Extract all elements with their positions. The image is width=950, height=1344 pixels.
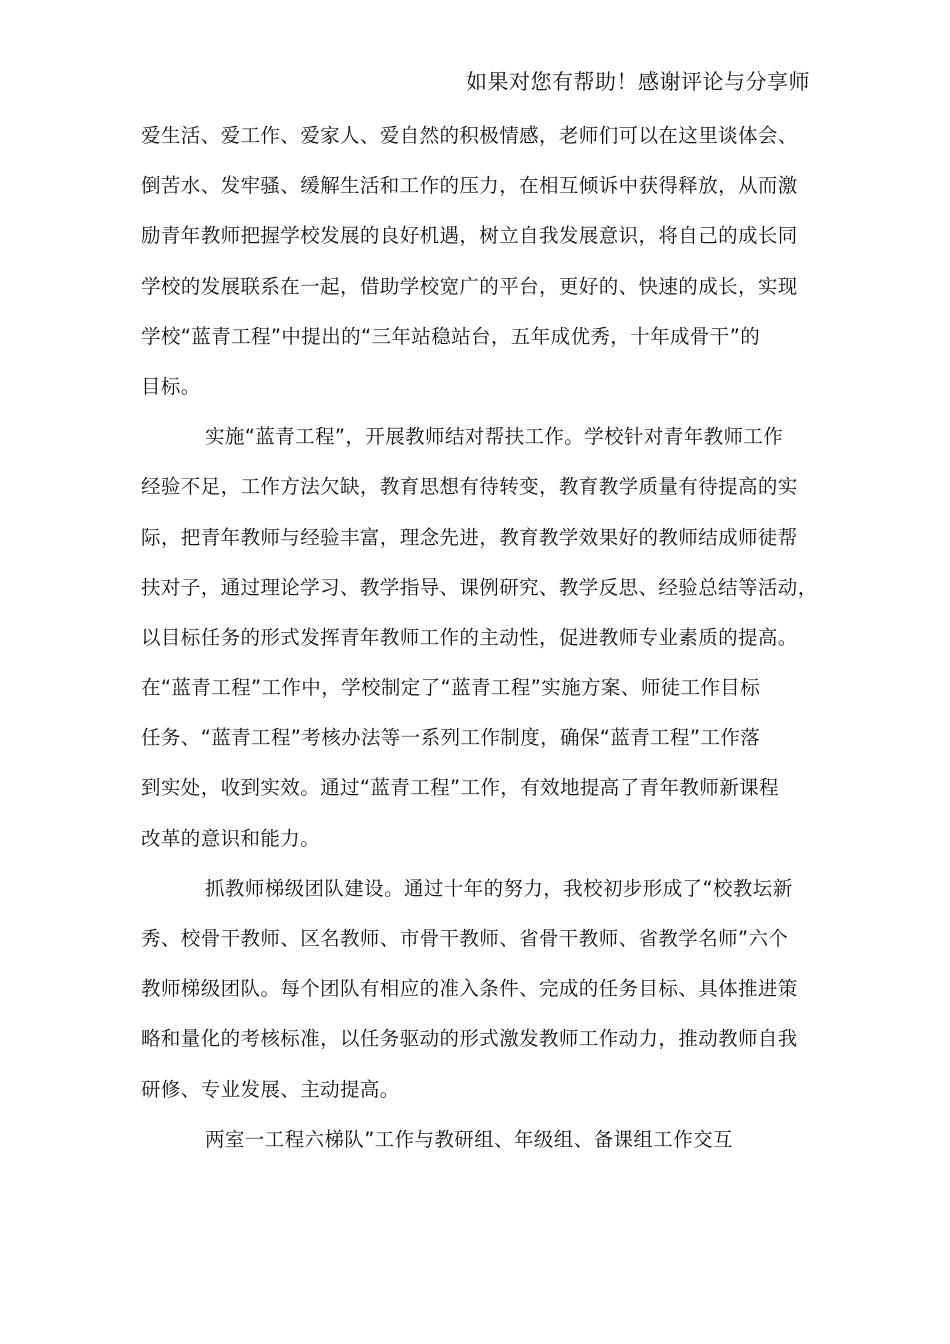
text-line: 两室一工程六梯队”工作与教研组、年级组、备课组工作交互 (205, 1127, 733, 1151)
page-header: 如果对您有帮助！感谢评论与分享师 (466, 70, 810, 94)
text-line: 改革的意识和能力。 (141, 826, 321, 850)
text-line: 研修、专业发展、主动提高。 (141, 1077, 400, 1101)
paragraph-4 (141, 1124, 821, 1174)
text-line: 抓教师梯级团队建设。通过十年的努力，我校初步形成了“校教坛新 (205, 876, 793, 900)
text-line: 到实处，收到实效。通过“蓝青工程”工作，有效地提高了青年教师新课程 (141, 776, 779, 800)
text-line: 学校“蓝青工程”中提出的“三年站稳站台，五年成优秀，十年成骨干”的 (141, 324, 761, 348)
paragraph-3 (141, 873, 821, 1124)
text-line: 学校的发展联系在一起，借助学校宽广的平台，更好的、快速的成长，实现 (141, 274, 798, 298)
text-line: 扶对子，通过理论学习、教学指导、课例研究、教学反思、经验总结等活动， (141, 575, 818, 599)
text-line: 经验不足，工作方法欠缺，教育思想有待转变，教育教学质量有待提高的实 (141, 475, 798, 499)
body-text (141, 120, 821, 1174)
text-line: 略和量化的考核标准，以任务驱动的形式激发教师工作动力，推动教师自我 (141, 1027, 798, 1051)
text-line: 际，把青年教师与经验丰富，理念先进，教育教学效果好的教师结成师徒帮 (141, 525, 798, 549)
text-line: 秀、校骨干教师、区名教师、市骨干教师、省骨干教师、省教学名师”六个 (141, 927, 789, 950)
text-line: 在“蓝青工程”工作中，学校制定了“蓝青工程”实施方案、师徒工作目标 (141, 676, 761, 700)
text-line: 目标。 (141, 374, 201, 398)
paragraph-1 (141, 120, 821, 421)
text-line: 励青年教师把握学校发展的良好机遇，树立自我发展意识，将自己的成长同 (141, 224, 798, 248)
text-line: 倒苦水、发牢骚、缓解生活和工作的压力，在相互倾诉中获得释放，从而激 (141, 174, 798, 198)
text-line: 教师梯级团队。每个团队有相应的准入条件、完成的任务目标、具体推进策 (141, 977, 798, 1001)
text-line: 爱生活、爱工作、爱家人、爱自然的积极情感，老师们可以在这里谈体会、 (141, 124, 798, 147)
text-line: 任务、“蓝青工程”考核办法等一系列工作制度，确保“蓝青工程”工作落 (141, 726, 761, 750)
paragraph-2 (141, 421, 821, 873)
text-line: 实施“蓝青工程”，开展教师结对帮扶工作。学校针对青年教师工作 (205, 425, 784, 449)
text-line: 以目标任务的形式发挥青年教师工作的主动性，促进教师专业素质的提高。 (141, 625, 798, 649)
